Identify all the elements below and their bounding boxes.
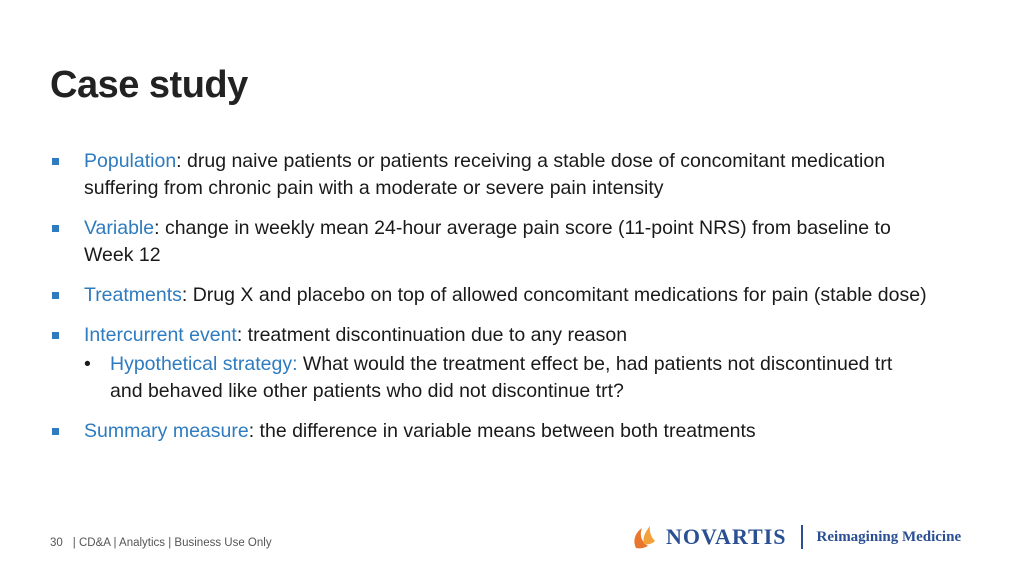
square-bullet-icon bbox=[52, 292, 59, 299]
bullet-text: : change in weekly mean 24-hour average pain score (11-point NRS) from baseline to Week 12 bbox=[84, 217, 891, 266]
novartis-logo bbox=[630, 520, 961, 554]
sub-bullet-hypothetical bbox=[84, 351, 930, 405]
slide-title: Case study bbox=[50, 64, 248, 106]
logo-divider bbox=[801, 525, 803, 549]
sub-bullet-term: Hypothetical strategy: bbox=[110, 353, 298, 375]
bullet-population bbox=[50, 148, 930, 202]
sub-bullet-text: What would the treatment effect be, had patients not discontinued trt and behaved like other patients who did not discontinue trt? bbox=[110, 353, 893, 402]
flame-icon bbox=[630, 522, 660, 552]
bullet-term: Intercurrent event bbox=[84, 324, 237, 346]
bullet-text: : the difference in variable means between both treatments bbox=[248, 420, 756, 442]
bullet-summary-measure bbox=[50, 418, 930, 445]
square-bullet-icon bbox=[52, 332, 59, 339]
brand-name: NOVARTIS bbox=[666, 524, 787, 549]
footer-text: | CD&A | Analytics | Business Use Only bbox=[72, 537, 272, 549]
page-number: 30 bbox=[50, 537, 63, 549]
bullet-term: Summary measure bbox=[84, 420, 249, 442]
bullet-term: Population bbox=[84, 150, 177, 172]
bullet-text: : treatment discontinuation due to any reason bbox=[236, 324, 628, 346]
bullet-variable bbox=[50, 215, 930, 269]
bullet-term: Treatments bbox=[84, 284, 182, 306]
square-bullet-icon bbox=[52, 158, 59, 165]
brand-tagline: Reimagining Medicine bbox=[816, 528, 962, 545]
bullet-term: Variable bbox=[84, 217, 155, 239]
bullet-text: : drug naive patients or patients receiving a stable dose of concomitant medication suffering from chronic pain with a moderate or severe pain intensity bbox=[84, 150, 886, 199]
slide-footer bbox=[50, 537, 272, 549]
bullet-intercurrent-event bbox=[50, 322, 930, 405]
square-bullet-icon bbox=[52, 428, 59, 435]
dot-bullet-icon: • bbox=[84, 353, 91, 375]
bullet-text: : Drug X and placebo on top of allowed concomitant medications for pain (stable dose) bbox=[181, 284, 927, 306]
bullet-list bbox=[50, 148, 930, 458]
square-bullet-icon bbox=[52, 225, 59, 232]
bullet-treatments bbox=[50, 282, 930, 309]
